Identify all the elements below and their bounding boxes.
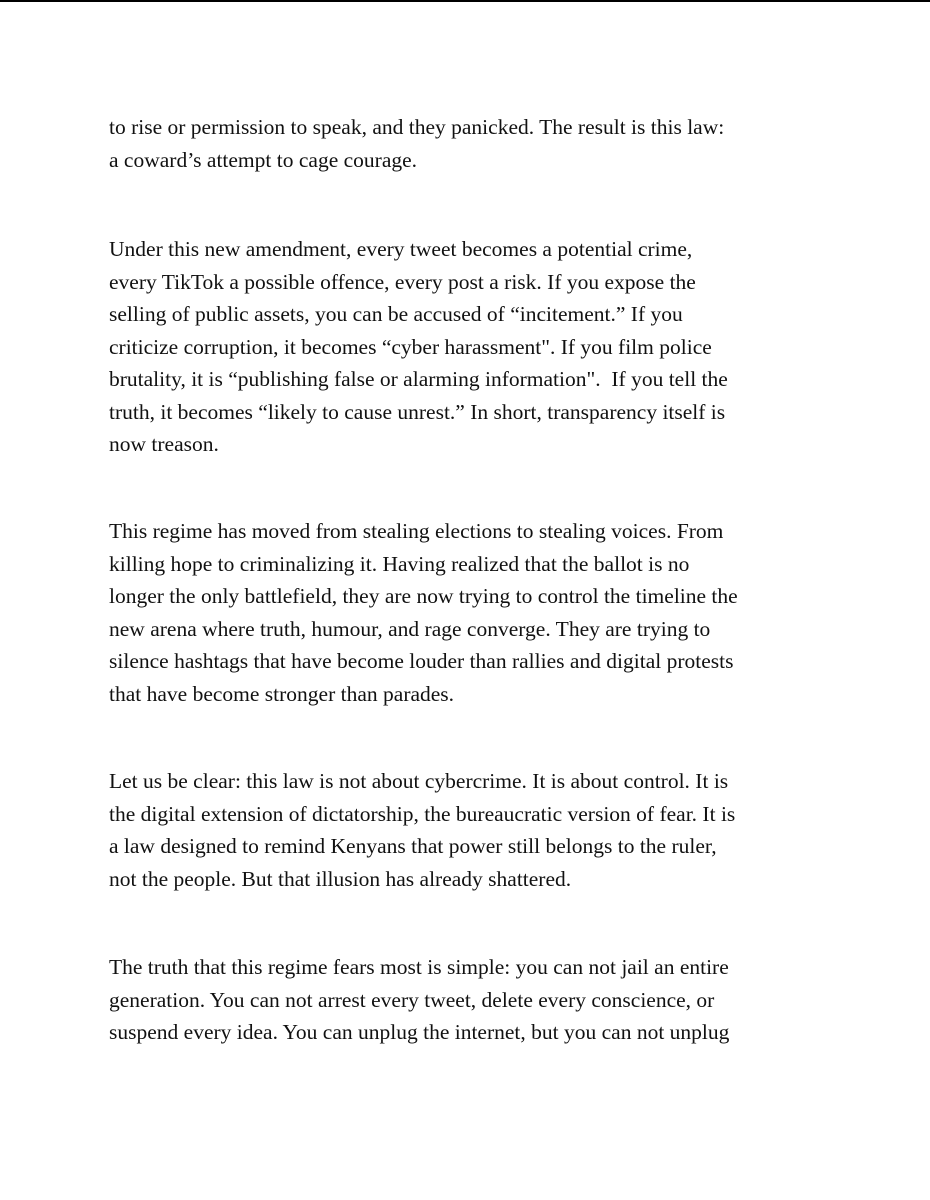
text-line: a law designed to remind Kenyans that power still belongs to the ruler, <box>109 834 717 858</box>
text-line: selling of public assets, you can be accused of “incitement.” If you <box>109 302 683 326</box>
text-line: the digital extension of dictatorship, the bureaucratic version of fear. It is <box>109 801 736 826</box>
text-line: criticize corruption, it becomes “cyber harassment". If you film police <box>109 334 712 359</box>
text-line: new arena where truth, humour, and rage converge. They are trying to <box>109 616 711 641</box>
text-line: every TikTok a possible offence, every post a risk. If you expose the <box>109 269 696 294</box>
text-line: Under this new amendment, every tweet becomes a potential crime, <box>109 237 693 261</box>
paragraph-3 <box>109 515 899 710</box>
text-line: now treason. <box>109 432 219 456</box>
text-line: silence hashtags that have become louder than rallies and digital protests <box>109 649 734 673</box>
text-line: truth, it becomes “likely to cause unrest.” In short, transparency itself is <box>109 399 726 424</box>
paragraph-5 <box>109 951 899 1049</box>
text-line: longer the only battlefield, they are now trying to control the timeline the <box>109 584 738 608</box>
text-line: Let us be clear: this law is not about cybercrime. It is about control. It is <box>109 769 729 793</box>
text-line: This regime has moved from stealing elections to stealing voices. From <box>109 519 724 543</box>
paragraph-2 <box>109 233 899 461</box>
text-line: that have become stronger than parades. <box>109 681 455 706</box>
text-line: a coward’s attempt to cage courage. <box>109 147 418 172</box>
text-line: brutality, it is “publishing false or alarming information". If you tell the <box>109 367 728 391</box>
text-line: not the people. But that illusion has already shattered. <box>109 866 572 891</box>
paragraph-1 <box>109 111 899 176</box>
text-line: The truth that this regime fears most is simple: you can not jail an entire <box>109 955 729 979</box>
text-line: suspend every idea. You can unplug the internet, but you can not unplug <box>109 1020 730 1044</box>
text-line: generation. You can not arrest every tweet, delete every conscience, or <box>109 987 715 1012</box>
text-line: to rise or permission to speak, and they panicked. The result is this law: <box>109 115 725 139</box>
paragraph-4 <box>109 765 899 895</box>
text-line: killing hope to criminalizing it. Having realized that the ballot is no <box>109 551 690 576</box>
